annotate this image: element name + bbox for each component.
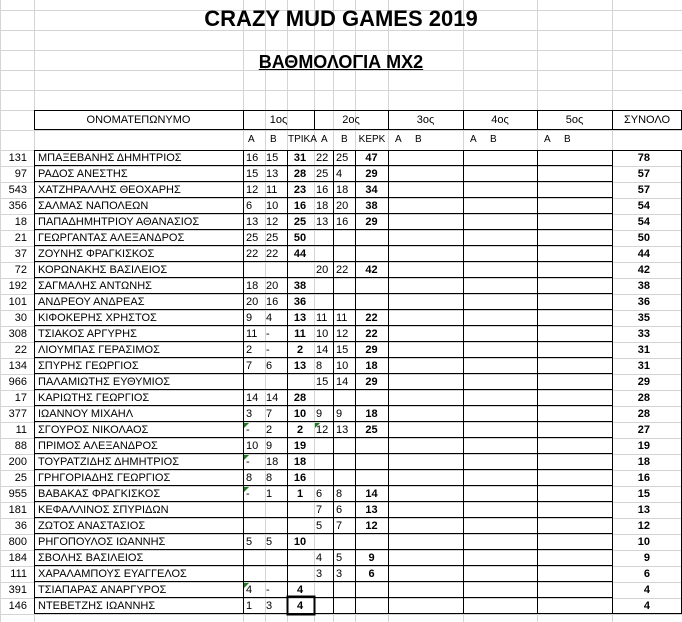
header-race: 5ος (565, 114, 584, 126)
race1-b: 1 (266, 488, 273, 500)
grand-total: 38 (637, 280, 650, 292)
race1-a (246, 262, 264, 278)
race2-b (336, 470, 354, 486)
race1-a: 6 (246, 200, 253, 212)
subheader-b: Β (415, 134, 422, 145)
race2-a: 11 (316, 312, 328, 324)
row-number: 955 (8, 488, 27, 500)
race2-b: 5 (336, 552, 343, 564)
race2-total: 29 (365, 216, 378, 228)
race1-total: 2 (296, 424, 304, 436)
competitor-name: ΧΑΤΖΗΡΑΛΛΗΣ ΘΕΟΧΑΡΗΣ (38, 184, 181, 196)
race2-a: 16 (316, 184, 329, 196)
row-number: 146 (8, 600, 27, 612)
race2-b (336, 582, 354, 598)
grand-total: 35 (637, 312, 650, 324)
row-number: 308 (8, 328, 27, 340)
race2-a (316, 470, 334, 486)
race1-b (266, 550, 286, 566)
race1-b: 14 (266, 392, 279, 404)
race1-a: 7 (246, 360, 253, 372)
race2-total: 29 (365, 168, 378, 180)
race2-a: 5 (316, 520, 323, 532)
race1-total: 50 (293, 232, 307, 244)
race2-b: 3 (336, 568, 343, 580)
race1-total: 36 (293, 296, 307, 308)
competitor-name: ΤΣΙΑΚΟΣ ΑΡΓΥΡΗΣ (38, 328, 137, 340)
row-number: 131 (8, 152, 27, 164)
race1-b (266, 566, 286, 582)
race1-b (266, 262, 286, 278)
race1-total: 13 (293, 312, 307, 324)
race1-total (287, 550, 313, 566)
race2-b: 6 (336, 504, 343, 516)
race2-total: 18 (365, 360, 378, 372)
race2-a: 8 (316, 360, 323, 372)
competitor-name: ΣΓΟΥΡΟΣ ΝΙΚΟΛΑΟΣ (38, 424, 149, 436)
race2-a (316, 582, 334, 598)
grand-total: 36 (637, 296, 650, 308)
race1-a (246, 550, 264, 566)
race1-total: 44 (293, 248, 307, 260)
race1-a: 4 (246, 584, 253, 596)
row-number: 184 (8, 552, 27, 564)
row-number: 543 (8, 184, 27, 196)
competitor-name: ΓΡΗΓΟΡΙΑΔΗΣ ΓΕΩΡΓΙΟΣ (38, 472, 171, 484)
race1-total: 28 (293, 392, 307, 404)
competitor-name: ΜΠΑΞΕΒΑΝΗΣ ΔΗΜΗΤΡΙΟΣ (38, 152, 182, 164)
race1-total: 10 (293, 408, 307, 420)
grand-total: 57 (637, 184, 650, 196)
race2-a: 9 (316, 408, 323, 420)
competitor-name: ΠΡΙΜΟΣ ΑΛΕΞΑΝΔΡΟΣ (38, 440, 158, 452)
race1-a (246, 518, 264, 534)
race1-total: 16 (293, 200, 307, 212)
grand-total: 50 (637, 232, 650, 244)
race2-a: 14 (316, 344, 329, 356)
race1-a: - (246, 424, 250, 436)
race2-total: 42 (365, 264, 378, 276)
race2-b: 12 (336, 328, 349, 340)
grand-total: 33 (637, 328, 650, 340)
race2-total (355, 454, 388, 470)
grand-total: 13 (637, 504, 650, 516)
competitor-name: ΑΝΔΡΕΟΥ ΑΝΔΡΕΑΣ (38, 296, 145, 308)
race1-b: - (266, 584, 270, 596)
race1-b (266, 374, 286, 390)
race2-b (336, 230, 354, 246)
race2-total (355, 438, 388, 454)
row-number: 21 (14, 232, 27, 244)
race2-a: 7 (316, 504, 323, 516)
race1-b: 9 (266, 440, 273, 452)
race2-total (355, 534, 388, 550)
race2-b: 20 (336, 200, 349, 212)
race2-a: 22 (316, 152, 329, 164)
race1-total: 23 (293, 184, 307, 196)
race1-a: 22 (246, 248, 259, 260)
subheader-b: Β (564, 134, 571, 145)
race1-a: 20 (246, 296, 259, 308)
header-race: 2ος (342, 114, 360, 126)
race1-total: 28 (293, 168, 307, 180)
race1-b: 13 (266, 168, 279, 180)
race2-a (316, 438, 334, 454)
race2-total: 9 (368, 552, 375, 564)
competitor-name: ΚΕΦΑΛΛΙΝΟΣ ΣΠΥΡΙΔΩΝ (38, 504, 169, 516)
race2-a: 3 (316, 568, 323, 580)
race1-b: 22 (266, 248, 279, 260)
race2-b: 7 (336, 520, 343, 532)
race1-a (246, 374, 264, 390)
race1-a: 25 (246, 232, 259, 244)
race2-total (355, 230, 388, 246)
race1-b: 2 (266, 424, 273, 436)
grand-total: 57 (637, 168, 650, 180)
race2-b: 10 (336, 360, 349, 372)
race1-total (287, 374, 313, 390)
race1-b: - (266, 328, 270, 340)
race2-b (336, 598, 354, 614)
grand-total: 54 (637, 200, 650, 212)
grand-total: 78 (637, 152, 650, 164)
race2-total: 14 (365, 488, 378, 500)
race2-a: 13 (316, 216, 329, 228)
header-race: 1ος (269, 114, 288, 126)
race2-b: 9 (336, 408, 343, 420)
race2-total: 22 (365, 312, 378, 324)
competitor-name: ΖΩΤΟΣ ΑΝΑΣΤΑΣΙΟΣ (38, 520, 146, 532)
race2-b: 8 (336, 488, 343, 500)
competitor-name: ΖΟΥΝΗΣ ΦΡΑΓΚΙΣΚΟΣ (38, 248, 155, 260)
race2-b: 4 (336, 168, 343, 180)
race2-a (316, 454, 334, 470)
competitor-name: ΚΙΦΟΚΕΡΗΣ ΧΡΗΣΤΟΣ (38, 312, 157, 324)
header-total: ΣΥΝΟΛΟ (623, 114, 671, 126)
race2-a: 4 (316, 552, 323, 564)
race2-total (355, 470, 388, 486)
race2-b (336, 454, 354, 470)
sheet-title: CRAZY MUD GAMES 2019 (204, 6, 478, 31)
race1-a: 5 (246, 536, 253, 548)
row-number: 37 (14, 248, 27, 260)
subheader-trika: ΤΡΙΚΑ (288, 134, 317, 145)
race2-a (316, 278, 334, 294)
race1-total (287, 262, 313, 278)
race2-a (316, 294, 334, 310)
row-number: 17 (14, 392, 27, 404)
race2-total: 13 (365, 504, 378, 516)
race1-a: 9 (246, 312, 253, 324)
row-number: 18 (14, 216, 27, 228)
race2-total: 6 (368, 568, 375, 580)
grand-total: 16 (637, 472, 650, 484)
row-number: 22 (14, 344, 27, 356)
race1-a: 18 (246, 280, 259, 292)
competitor-name: ΤΟΥΡΑΤΖΙΔΗΣ ΔΗΜΗΤΡΙΟΣ (38, 456, 180, 468)
race1-total (287, 566, 313, 582)
race2-total: 34 (365, 184, 378, 196)
race2-b: 14 (336, 376, 349, 388)
race2-b (336, 438, 354, 454)
competitor-name: ΡΗΓΟΠΟΥΛΟΣ ΙΩΑΝΝΗΣ (38, 536, 166, 548)
competitor-name: ΡΑΔΟΣ ΑΝΕΣΤΗΣ (38, 168, 128, 180)
race2-a (316, 534, 334, 550)
race1-total: 31 (293, 152, 307, 164)
race1-a: 14 (246, 392, 259, 404)
race2-total (355, 582, 388, 598)
race1-a (246, 566, 264, 582)
race2-a (316, 230, 334, 246)
grand-total: 4 (643, 584, 650, 596)
race1-b: 16 (266, 296, 279, 308)
competitor-name: ΚΑΡΙΩΤΗΣ ΓΕΩΡΓΙΟΣ (38, 392, 150, 404)
race1-b: 10 (266, 200, 279, 212)
race2-a (316, 246, 334, 262)
grand-total: 19 (637, 440, 650, 452)
race1-a: 10 (246, 440, 259, 452)
row-number: 111 (10, 568, 27, 580)
race2-b: 18 (336, 184, 349, 196)
row-number: 36 (14, 520, 27, 532)
subheader-b: Β (341, 134, 348, 145)
race1-b: 4 (266, 312, 273, 324)
race2-b: 16 (336, 216, 349, 228)
header-name: ΟΝΟΜΑΤΕΠΩΝΥΜΟ (86, 114, 191, 126)
grand-total: 28 (637, 392, 650, 404)
grand-total: 12 (637, 520, 650, 532)
race1-b (266, 518, 286, 534)
subheader-a: Α (248, 134, 255, 145)
grand-total: 10 (637, 536, 650, 548)
competitor-name: ΧΑΡΑΛΑΜΠΟΥΣ ΕΥΑΓΓΕΛΟΣ (38, 568, 187, 580)
race2-b: 11 (336, 312, 348, 324)
subheader-a: Α (544, 134, 551, 145)
race1-a: 12 (246, 184, 259, 196)
race2-b (336, 534, 354, 550)
race1-a: 1 (246, 600, 253, 612)
grand-total: 28 (637, 408, 650, 420)
race1-b: 20 (266, 280, 279, 292)
race1-b (266, 502, 286, 518)
race2-a: 6 (316, 488, 323, 500)
subheader-a: Α (321, 134, 328, 145)
competitor-name: ΓΕΩΡΓΑΝΤΑΣ ΑΛΕΞΑΝΔΡΟΣ (38, 232, 185, 244)
row-number: 192 (8, 280, 27, 292)
grand-total: 27 (637, 424, 650, 436)
race1-total: 10 (293, 536, 307, 548)
race1-total: 13 (293, 360, 307, 372)
subheader-a: Α (470, 134, 477, 145)
race2-b (336, 246, 354, 262)
competitor-name: ΚΟΡΩΝΑΚΗΣ ΒΑΣΙΛΕΙΟΣ (38, 264, 168, 276)
grand-total: 29 (637, 376, 650, 388)
race1-total: 18 (293, 456, 307, 468)
subheader-kerk: ΚΕΡΚ (358, 134, 386, 145)
race1-b: 5 (266, 536, 273, 548)
race2-a (316, 598, 334, 614)
grand-total: 9 (643, 552, 650, 564)
grand-total: 15 (637, 488, 650, 500)
race1-total: 4 (296, 584, 304, 596)
race2-total: 29 (365, 376, 378, 388)
subheader-b: Β (490, 134, 497, 145)
competitor-name: ΛΙΟΥΜΠΑΣ ΓΕΡΑΣΙΜΟΣ (38, 344, 160, 356)
race1-b: 11 (266, 184, 278, 196)
row-number: 966 (8, 376, 27, 388)
competitor-name: ΝΤΕΒΕΤΖΗΣ ΙΩΑΝΝΗΣ (38, 600, 156, 612)
row-number: 391 (8, 584, 27, 596)
race1-b: 6 (266, 360, 273, 372)
race2-total: 25 (365, 424, 378, 436)
race1-b: 7 (266, 408, 273, 420)
race1-b: - (266, 344, 270, 356)
race1-a: 11 (246, 328, 258, 340)
grand-total: 44 (637, 248, 650, 260)
competitor-name: ΣΑΛΜΑΣ ΝΑΠΟΛΕΩΝ (38, 200, 149, 212)
race2-b (336, 294, 354, 310)
race2-a: 12 (316, 424, 329, 436)
header-race: 3ος (416, 114, 435, 126)
competitor-name: ΣΒΟΛΗΣ ΒΑΣΙΛΕΙΟΣ (38, 552, 144, 564)
race1-total: 38 (293, 280, 307, 292)
grand-total: 31 (637, 344, 650, 356)
race2-b: 13 (336, 424, 349, 436)
race2-total: 22 (365, 328, 378, 340)
race2-a: 15 (316, 376, 329, 388)
grand-total: 54 (637, 216, 650, 228)
race1-a (246, 502, 264, 518)
race2-b (336, 278, 354, 294)
row-number: 11 (15, 424, 27, 436)
competitor-name: ΒΑΒΑΚΑΣ ΦΡΑΓΚΙΣΚΟΣ (38, 488, 161, 500)
row-number: 200 (8, 456, 27, 468)
competitor-name: ΤΣΙΑΠΑΡΑΣ ΑΝΑΡΓΥΡΟΣ (38, 584, 167, 596)
race1-total: 2 (296, 344, 304, 356)
race2-total: 18 (365, 408, 378, 420)
race2-b: 22 (336, 264, 349, 276)
row-number: 800 (8, 536, 27, 548)
grand-total: 4 (643, 600, 650, 612)
row-number: 97 (14, 168, 27, 180)
race1-a: - (246, 456, 250, 468)
row-number: 356 (8, 200, 27, 212)
race1-total: 4 (296, 600, 304, 612)
competitor-name: ΣΑΓΜΑΛΗΣ ΑΝΤΩΝΗΣ (38, 280, 152, 292)
race1-b: 8 (266, 472, 273, 484)
race2-a: 10 (316, 328, 329, 340)
competitor-name: ΠΑΛΑΜΙΩΤΗΣ ΕΥΘΥΜΙΟΣ (38, 376, 171, 388)
race1-total: 19 (293, 440, 307, 452)
grand-total: 31 (637, 360, 650, 372)
subheader-b: Β (270, 134, 277, 145)
race1-total: 11 (294, 328, 306, 340)
race1-total: 25 (293, 216, 307, 228)
race2-b: 15 (336, 344, 349, 356)
race2-a: 25 (316, 168, 329, 180)
race2-total (355, 294, 388, 310)
race1-b: 3 (266, 600, 273, 612)
race1-total: 1 (296, 488, 304, 500)
race2-total: 38 (365, 200, 378, 212)
row-number: 181 (8, 504, 27, 516)
race1-a: 13 (246, 216, 259, 228)
subheader-a: Α (395, 134, 402, 145)
row-number: 88 (14, 440, 27, 452)
row-number: 30 (14, 312, 27, 324)
race1-total (287, 518, 313, 534)
competitor-name: ΣΠΥΡΗΣ ΓΕΩΡΓΙΟΣ (38, 360, 139, 372)
race2-a: 20 (316, 264, 329, 276)
race1-b: 12 (266, 216, 279, 228)
race2-total (355, 390, 388, 406)
race2-b (336, 390, 354, 406)
grand-total: 18 (637, 456, 650, 468)
sheet-subtitle: ΒΑΘΜΟΛΟΓΙΑ ΜΧ2 (258, 52, 424, 72)
competitor-name: ΙΩΑΝΝΟΥ ΜΙΧΑΗΛ (38, 408, 134, 420)
race2-b: 25 (336, 152, 349, 164)
race2-a: 18 (316, 200, 329, 212)
race2-total: 47 (365, 152, 378, 164)
race1-total (287, 502, 313, 518)
race1-a: 2 (246, 344, 253, 356)
race1-a: 15 (246, 168, 259, 180)
race1-b: 25 (266, 232, 279, 244)
race1-a: 16 (246, 152, 259, 164)
race2-total: 12 (365, 520, 378, 532)
row-number: 72 (14, 264, 27, 276)
race2-total (355, 598, 388, 614)
row-number: 134 (8, 360, 27, 372)
race1-b: 15 (266, 152, 279, 164)
competitor-name: ΠΑΠΑΔΗΜΗΤΡΙΟΥ ΑΘΑΝΑΣΙΟΣ (38, 216, 200, 228)
race2-total: 29 (365, 344, 378, 356)
race2-total (355, 278, 388, 294)
race1-a: 8 (246, 472, 253, 484)
race2-a (316, 390, 334, 406)
row-number: 101 (8, 296, 27, 308)
row-number: 377 (8, 408, 27, 420)
grand-total: 42 (637, 264, 650, 276)
race1-total: 16 (293, 472, 307, 484)
race1-a: 3 (246, 408, 253, 420)
row-number: 25 (14, 472, 27, 484)
grand-total: 6 (643, 568, 650, 580)
race1-b: 18 (266, 456, 279, 468)
header-race: 4ος (491, 114, 509, 126)
race2-total (355, 246, 388, 262)
race1-a: - (246, 488, 250, 500)
